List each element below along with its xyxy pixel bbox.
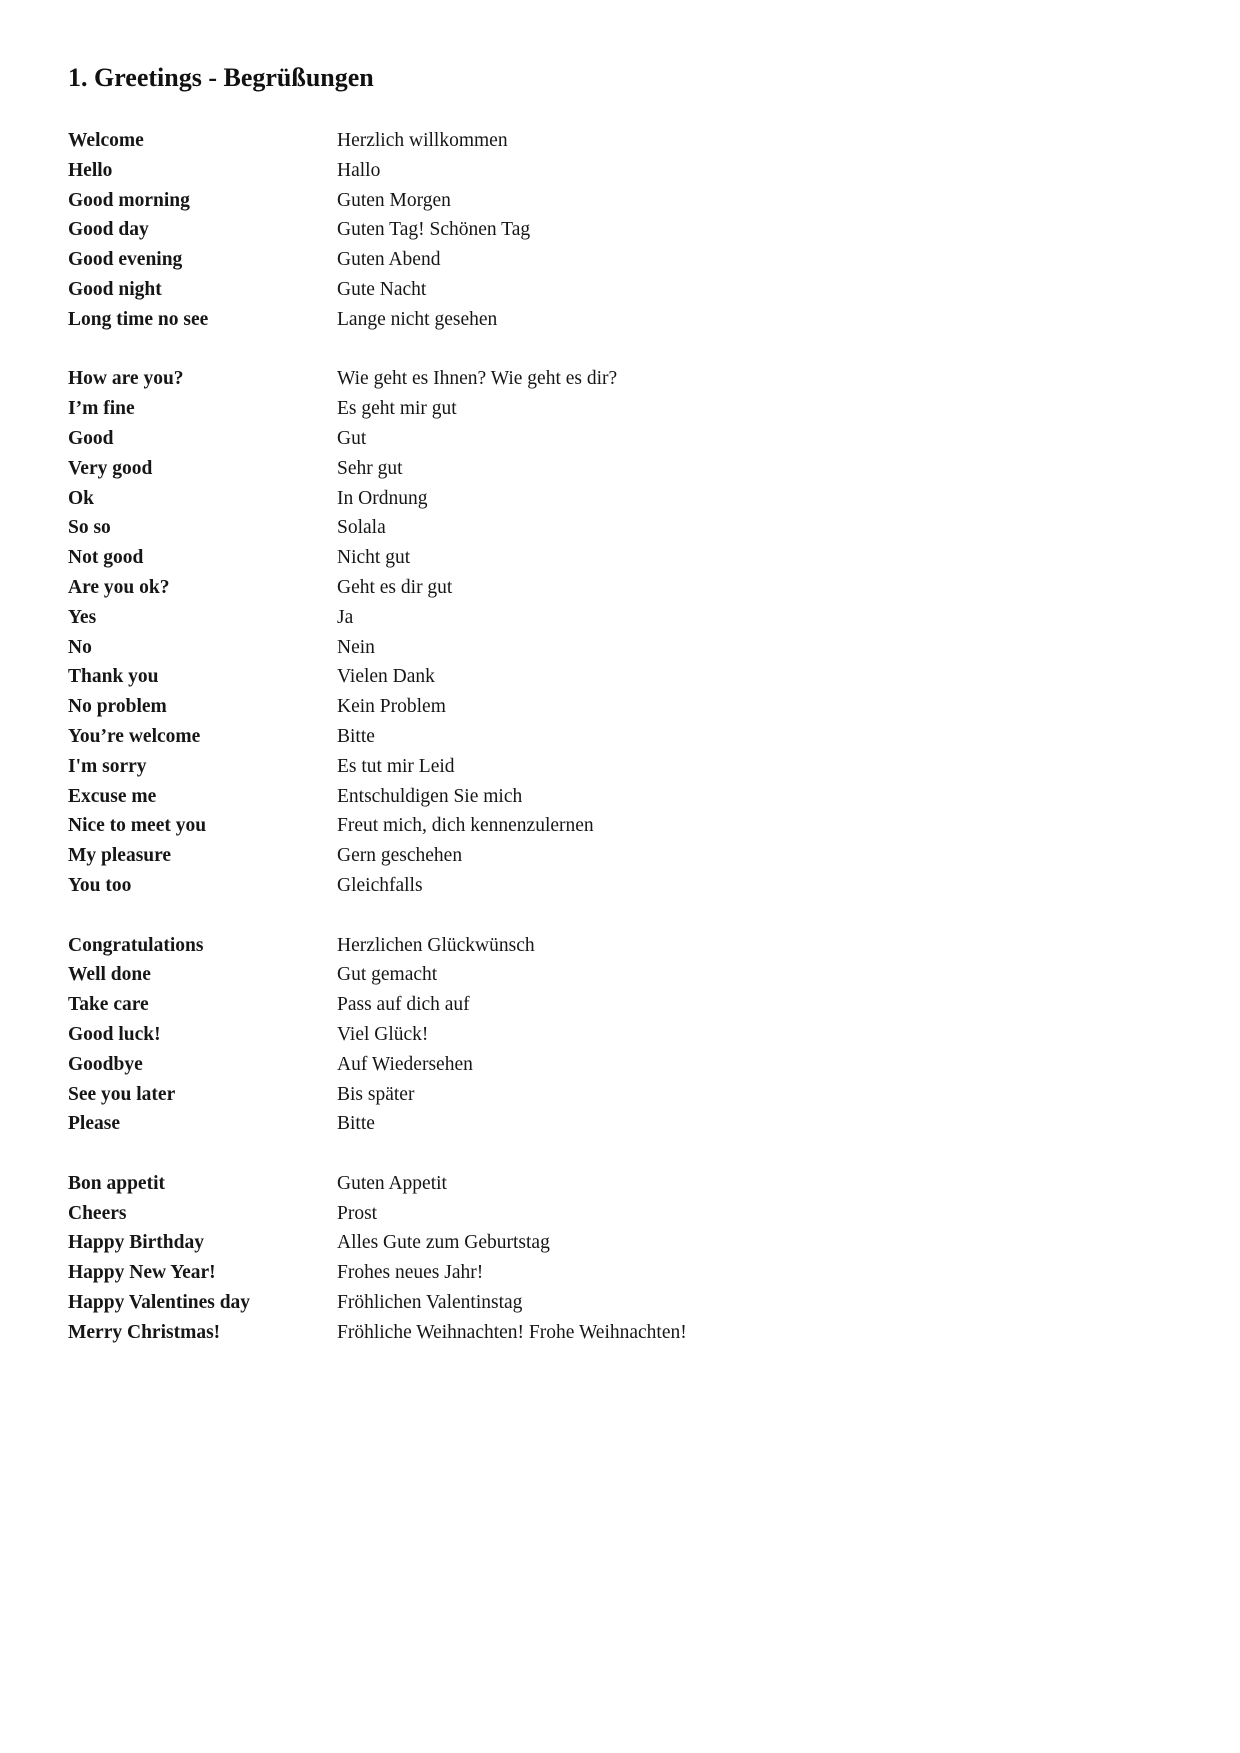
vocab-row bbox=[68, 156, 1180, 186]
german-translation: Fröhlichen Valentinstag bbox=[337, 1292, 523, 1314]
english-term: So so bbox=[68, 517, 111, 539]
vocab-row bbox=[68, 245, 1180, 275]
vocab-list bbox=[68, 126, 1180, 1348]
english-term: No bbox=[68, 636, 92, 658]
german-translation: Es tut mir Leid bbox=[337, 755, 455, 777]
vocab-row bbox=[68, 1199, 1180, 1229]
english-term: Happy Birthday bbox=[68, 1232, 204, 1254]
vocab-row bbox=[68, 692, 1180, 722]
german-translation: Viel Glück! bbox=[337, 1023, 429, 1045]
vocab-row bbox=[68, 186, 1180, 216]
page-title: 1. Greetings - Begrüßungen bbox=[68, 63, 374, 92]
vocab-row bbox=[68, 1258, 1180, 1288]
english-term: Nice to meet you bbox=[68, 815, 207, 837]
vocab-row bbox=[68, 633, 1180, 663]
english-term: Cheers bbox=[68, 1202, 127, 1224]
vocab-row bbox=[68, 394, 1180, 424]
german-translation: Sehr gut bbox=[337, 457, 403, 479]
german-translation: Pass auf dich auf bbox=[337, 994, 470, 1016]
english-term: See you later bbox=[68, 1083, 176, 1105]
vocab-row bbox=[68, 275, 1180, 305]
german-translation: Gut bbox=[337, 427, 367, 449]
vocab-row bbox=[68, 722, 1180, 752]
vocab-row bbox=[68, 215, 1180, 245]
vocab-row bbox=[68, 1318, 1180, 1348]
english-term: Merry Christmas! bbox=[68, 1321, 221, 1343]
german-translation: Gern geschehen bbox=[337, 845, 463, 867]
german-translation: Geht es dir gut bbox=[337, 576, 453, 598]
english-term: Well done bbox=[68, 964, 151, 986]
german-translation: Ja bbox=[337, 606, 354, 628]
vocab-row bbox=[68, 1169, 1180, 1199]
vocab-row bbox=[68, 543, 1180, 573]
english-term: Good day bbox=[68, 219, 149, 241]
vocab-section bbox=[68, 1169, 1180, 1348]
english-term: Please bbox=[68, 1113, 120, 1135]
english-term: Not good bbox=[68, 547, 144, 569]
vocab-row bbox=[68, 424, 1180, 454]
german-translation: Vielen Dank bbox=[337, 666, 435, 688]
english-term: I'm sorry bbox=[68, 755, 147, 777]
vocab-row bbox=[68, 573, 1180, 603]
german-translation: Frohes neues Jahr! bbox=[337, 1262, 484, 1284]
german-translation: Bitte bbox=[337, 1113, 375, 1135]
english-term: Good evening bbox=[68, 249, 183, 271]
vocab-row bbox=[68, 1288, 1180, 1318]
vocab-row bbox=[68, 1020, 1180, 1050]
english-term: Good morning bbox=[68, 189, 190, 211]
english-term: Yes bbox=[68, 606, 97, 628]
english-term: No problem bbox=[68, 696, 167, 718]
vocab-row bbox=[68, 752, 1180, 782]
vocab-row bbox=[68, 871, 1180, 901]
english-term: Bon appetit bbox=[68, 1172, 165, 1194]
german-translation: Auf Wiedersehen bbox=[337, 1053, 473, 1075]
vocab-row bbox=[68, 1109, 1180, 1139]
english-term: Goodbye bbox=[68, 1053, 143, 1075]
german-translation: Herzlichen Glückwünsch bbox=[337, 934, 535, 956]
vocab-row bbox=[68, 603, 1180, 633]
vocab-row bbox=[68, 841, 1180, 871]
english-term: Welcome bbox=[68, 130, 144, 151]
vocab-row bbox=[68, 513, 1180, 543]
vocab-section bbox=[68, 931, 1180, 1140]
vocab-row bbox=[68, 484, 1180, 514]
vocab-row bbox=[68, 811, 1180, 841]
english-term: Very good bbox=[68, 457, 153, 479]
german-translation: Nein bbox=[337, 636, 375, 658]
vocab-row bbox=[68, 305, 1180, 335]
english-term: Happy New Year! bbox=[68, 1262, 216, 1284]
vocab-row bbox=[68, 990, 1180, 1020]
german-translation: Lange nicht gesehen bbox=[337, 308, 498, 330]
vocab-section bbox=[68, 126, 1180, 335]
vocab-row bbox=[68, 1080, 1180, 1110]
english-term: Are you ok? bbox=[68, 576, 170, 598]
vocab-row bbox=[68, 1228, 1180, 1258]
english-term: You’re welcome bbox=[68, 725, 201, 747]
german-translation: Alles Gute zum Geburtstag bbox=[337, 1232, 550, 1254]
english-term: Congratulations bbox=[68, 934, 204, 956]
english-term: You too bbox=[68, 874, 132, 896]
vocab-row bbox=[68, 931, 1180, 961]
german-translation: Guten Tag! Schönen Tag bbox=[337, 219, 531, 241]
german-translation: Prost bbox=[337, 1202, 378, 1224]
german-translation: Fröhliche Weihnachten! Frohe Weihnachten! bbox=[337, 1321, 687, 1343]
vocab-row bbox=[68, 126, 1180, 156]
german-translation: Es geht mir gut bbox=[337, 398, 457, 420]
german-translation: Guten Appetit bbox=[337, 1172, 447, 1194]
english-term: Excuse me bbox=[68, 785, 157, 807]
german-translation: Freut mich, dich kennenzulernen bbox=[337, 815, 594, 837]
english-term: I’m fine bbox=[68, 398, 135, 420]
vocab-row bbox=[68, 1050, 1180, 1080]
german-translation: Guten Abend bbox=[337, 249, 441, 271]
english-term: Good luck! bbox=[68, 1023, 161, 1045]
vocab-row bbox=[68, 454, 1180, 484]
english-term: Ok bbox=[68, 487, 95, 509]
german-translation: In Ordnung bbox=[337, 487, 428, 509]
vocab-row bbox=[68, 782, 1180, 812]
german-translation: Kein Problem bbox=[337, 696, 446, 718]
vocab-section bbox=[68, 364, 1180, 900]
english-term: Take care bbox=[68, 994, 149, 1016]
vocab-row bbox=[68, 364, 1180, 394]
german-translation: Bitte bbox=[337, 725, 375, 747]
vocab-row bbox=[68, 662, 1180, 692]
german-translation: Herzlich willkommen bbox=[337, 130, 508, 151]
german-translation: Bis später bbox=[337, 1083, 415, 1105]
english-term: My pleasure bbox=[68, 845, 172, 867]
german-translation: Solala bbox=[337, 517, 386, 539]
german-translation: Wie geht es Ihnen? Wie geht es dir? bbox=[337, 368, 618, 390]
english-term: Hello bbox=[68, 159, 113, 181]
german-translation: Gut gemacht bbox=[337, 964, 438, 986]
english-term: Thank you bbox=[68, 666, 159, 688]
english-term: Good night bbox=[68, 278, 162, 300]
english-term: Long time no see bbox=[68, 308, 209, 330]
german-translation: Guten Morgen bbox=[337, 189, 451, 211]
vocab-row bbox=[68, 960, 1180, 990]
german-translation: Entschuldigen Sie mich bbox=[337, 785, 523, 807]
german-translation: Nicht gut bbox=[337, 547, 411, 569]
english-term: Good bbox=[68, 427, 114, 449]
english-term: How are you? bbox=[68, 368, 184, 390]
german-translation: Gute Nacht bbox=[337, 278, 427, 300]
german-translation: Hallo bbox=[337, 159, 381, 181]
german-translation: Gleichfalls bbox=[337, 874, 423, 896]
english-term: Happy Valentines day bbox=[68, 1292, 251, 1314]
